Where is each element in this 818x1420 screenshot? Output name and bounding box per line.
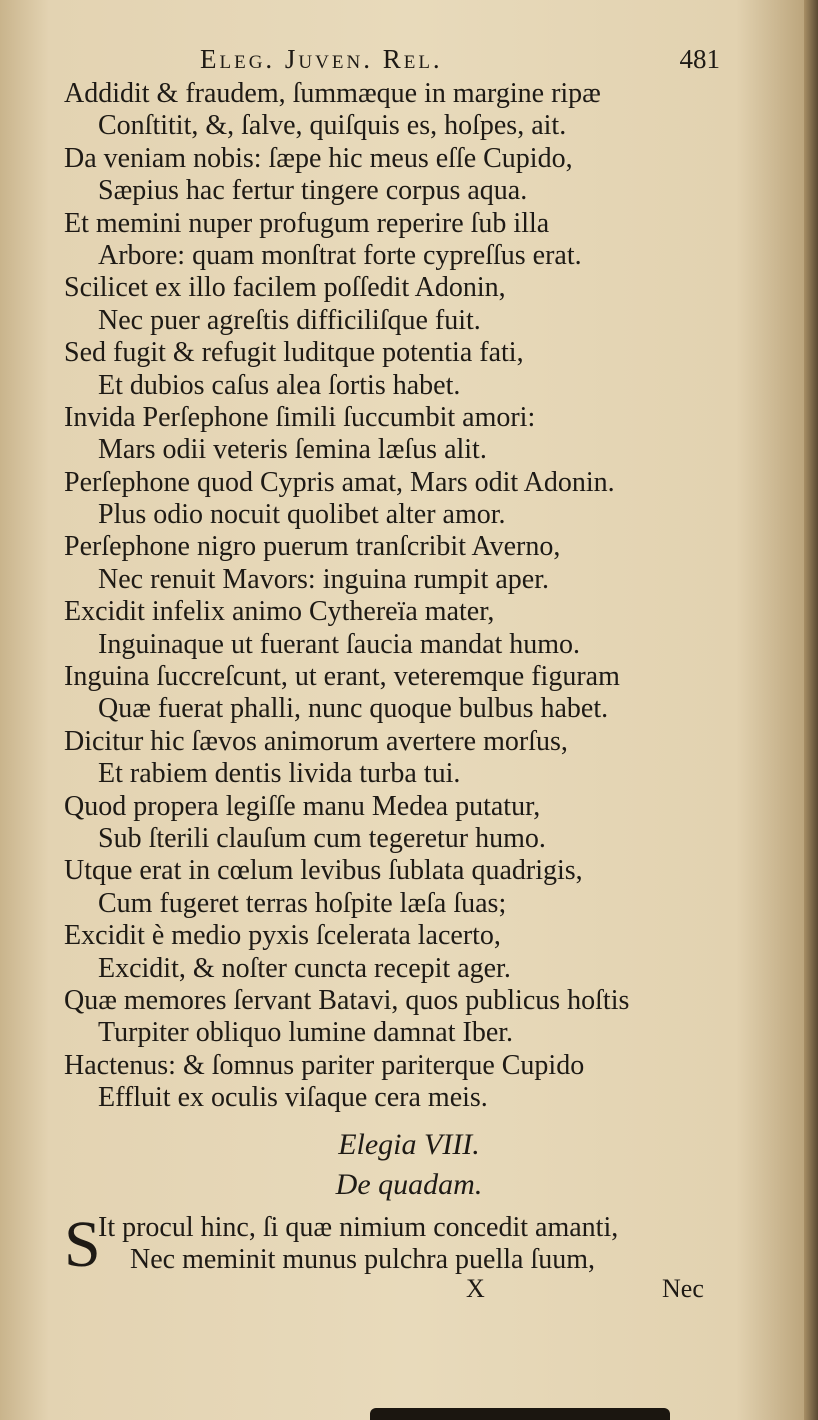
page-number: 481 <box>679 44 720 74</box>
verse-line: Conſtitit, &, ſalve, quiſquis es, hoſpes, ait. <box>98 110 567 142</box>
verse-text-block <box>64 78 754 1115</box>
verse-line: Excidit, & noſter cuncta recepit ager. <box>98 952 511 984</box>
verse-line: Arbore: quam monſtrat forte cypreſſus erat. <box>98 239 582 271</box>
verse-line: Excidit infelix animo Cythereïa mater, <box>64 596 495 628</box>
verse-line: Cum fugeret terras hoſpite læſa ſuas; <box>98 887 507 919</box>
verse-line: Nec renuit Mavors: inguina rumpit aper. <box>98 563 549 595</box>
bottom-binding-shadow <box>370 1408 670 1420</box>
elegy-subtitle: De quadam. <box>335 1168 483 1201</box>
verse-line: Addidit & fraudem, ſummæque in margine ripæ <box>64 78 601 109</box>
poem-line: Nec meminit munus pulchra puella ſuum, <box>130 1244 596 1275</box>
verse-line: Et memini nuper profugum reperire ſub illa <box>64 207 550 239</box>
elegy-heading <box>0 1128 818 1202</box>
verse-line: Da veniam nobis: ſæpe hic meus eſſe Cupido, <box>64 142 573 174</box>
verse-line: Turpiter obliquo lumine damnat Iber. <box>98 1017 514 1049</box>
running-head: Eleg. Juven. Rel. <box>200 44 443 74</box>
verse-line: Utque erat in cœlum levibus ſublata quadrigis, <box>64 855 583 887</box>
verse-line: Mars odii veteris ſemina læſus alit. <box>98 434 487 466</box>
drop-cap: S <box>64 1208 101 1281</box>
verse-line: Sed fugit & refugit luditque potentia fati, <box>64 337 524 369</box>
verse-line: Effluit ex oculis viſaque cera meis. <box>98 1082 488 1114</box>
verse-line: Inguina ſuccreſcunt, ut erant, veteremque figuram <box>64 661 620 693</box>
verse-line: Inguinaque ut fuerant ſaucia mandat humo. <box>98 628 581 660</box>
verse-line: Perſephone nigro puerum tranſcribit Averno, <box>64 531 561 563</box>
verse-line: Quod propera legiſſe manu Medea putatur, <box>64 790 541 822</box>
page-gutter-edge <box>804 0 818 1420</box>
verse-line: Dicitur hic ſævos animorum avertere morſus, <box>64 725 568 757</box>
verse-line: Excidit è medio pyxis ſcelerata lacerto, <box>64 920 501 952</box>
verse-line: Sub ſterili clauſum cum tegeretur humo. <box>98 822 546 854</box>
signature-mark: X <box>466 1274 485 1303</box>
verse-line: Scilicet ex illo facilem poſſedit Adonin, <box>64 272 506 304</box>
verse-line: Quæ fuerat phalli, nunc quoque bulbus habet. <box>98 693 609 725</box>
verse-line: Et dubios caſus alea ſortis habet. <box>98 369 461 401</box>
poem-opening <box>64 1208 754 1281</box>
elegy-title: Elegia VIII. <box>338 1128 480 1161</box>
verse-line: Plus odio nocuit quolibet alter amor. <box>98 499 506 531</box>
verse-line: Sæpius hac fertur tingere corpus aqua. <box>98 175 528 207</box>
verse-line: Quæ memores ſervant Batavi, quos publicus hoſtis <box>64 984 630 1016</box>
verse-line: Et rabiem dentis livida turba tui. <box>98 758 461 790</box>
poem-line: It procul hinc, ſi quæ nimium concedit amanti, <box>98 1212 619 1243</box>
verse-line: Perſephone quod Cypris amat, Mars odit Adonin. <box>64 466 615 498</box>
verse-line: Nec puer agreſtis difficiliſque fuit. <box>98 304 481 336</box>
catchword: Nec <box>662 1274 704 1303</box>
verse-line: Hactenus: & ſomnus pariter pariterque Cupido <box>64 1049 585 1081</box>
verse-line: Invida Perſephone ſimili ſuccumbit amori: <box>64 401 536 433</box>
